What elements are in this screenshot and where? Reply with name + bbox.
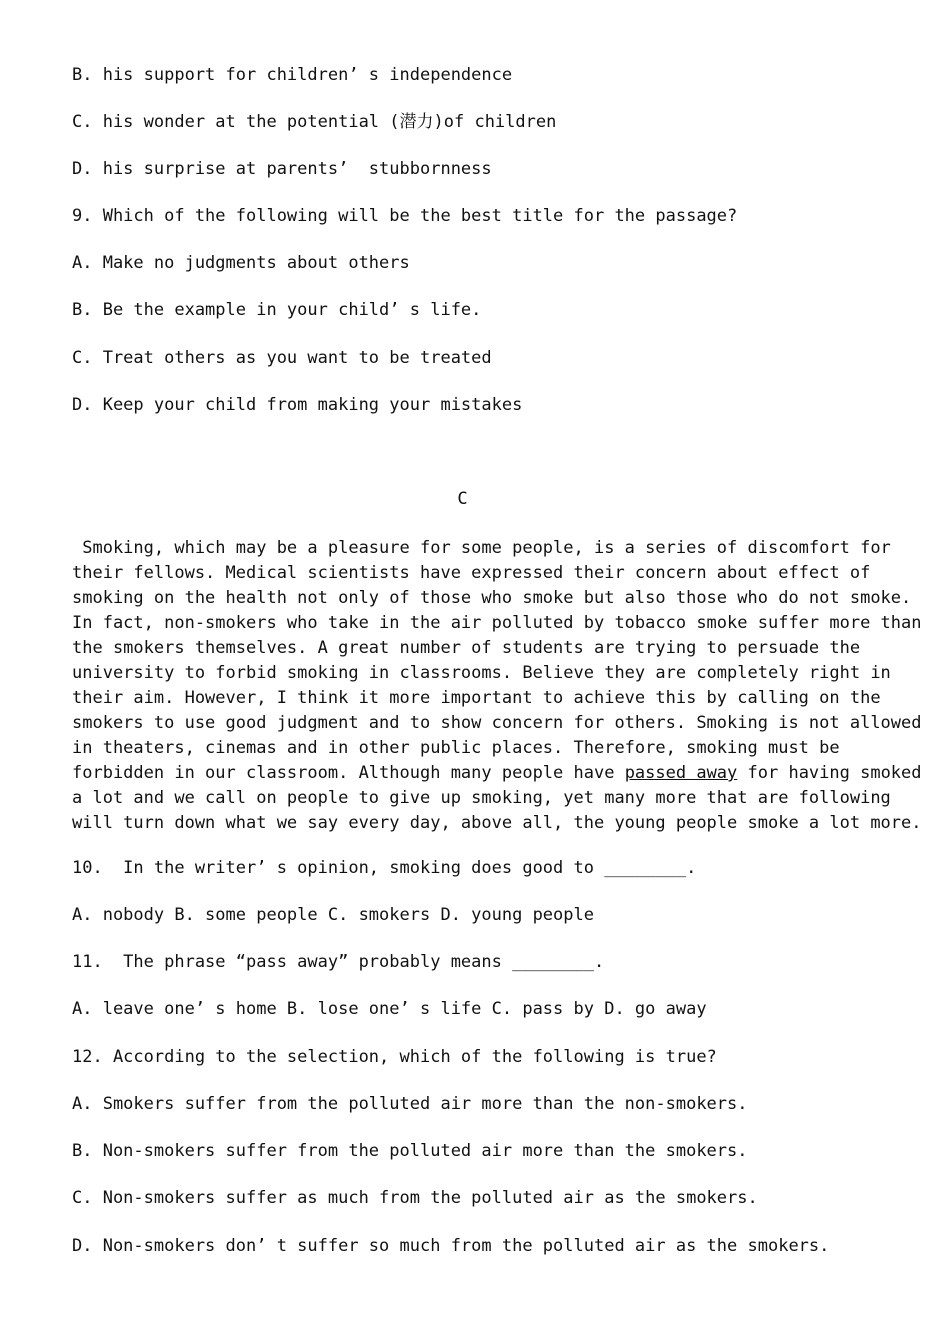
q11-options: A. leave one’ s home B. lose one’ s life C. pass by D. go away xyxy=(72,999,707,1019)
q9-option-d: D. Keep your child from making your mistakes xyxy=(72,395,523,415)
section-heading: C xyxy=(457,489,468,509)
option-d-prev: D. his surprise at parents’ stubbornness xyxy=(72,159,492,179)
underlined-phrase: passed away xyxy=(624,763,738,783)
q9-option-c: C. Treat others as you want to be treated xyxy=(72,348,492,368)
q12-option-a: A. Smokers suffer from the polluted air more than the non-smokers. xyxy=(72,1094,748,1114)
passage-line: the smokers themselves. A great number of students are trying to persuade the xyxy=(72,638,861,658)
q9-option-b: B. Be the example in your child’ s life. xyxy=(72,300,482,320)
passage-line: will turn down what we say every day, above all, the young people smoke a lot more. xyxy=(72,813,922,833)
passage-line: their fellows. Medical scientists have expressed their concern about effect of xyxy=(72,563,871,583)
question-11: 11. The phrase “pass away” probably means ________. xyxy=(72,952,605,972)
option-b-prev: B. his support for children’ s independence xyxy=(72,65,513,85)
passage-line: their aim. However, I think it more important to achieve this by calling on the xyxy=(72,688,881,708)
question-9: 9. Which of the following will be the best title for the passage? xyxy=(72,206,738,226)
question-12: 12. According to the selection, which of the following is true? xyxy=(72,1047,717,1067)
q9-option-a: A. Make no judgments about others xyxy=(72,253,410,273)
passage xyxy=(72,536,922,836)
passage-line xyxy=(72,761,922,786)
passage-line: in theaters, cinemas and in other public places. Therefore, smoking must be xyxy=(72,738,840,758)
passage-line: university to forbid smoking in classrooms. Believe they are completely right in xyxy=(72,663,891,683)
q12-option-d: D. Non-smokers don’ t suffer so much from the polluted air as the smokers. xyxy=(72,1236,830,1256)
passage-line: smoking on the health not only of those who smoke but also those who do not smoke. xyxy=(72,588,912,608)
passage-line: Smoking, which may be a pleasure for some people, is a series of discomfort for xyxy=(72,538,891,558)
passage-line: smokers to use good judgment and to show concern for others. Smoking is not allowed xyxy=(72,713,922,733)
question-10: 10. In the writer’ s opinion, smoking does good to ________. xyxy=(72,858,697,878)
passage-line: a lot and we call on people to give up smoking, yet many more that are following xyxy=(72,788,891,808)
passage-text: forbidden in our classroom. Although many people have xyxy=(72,763,625,783)
q12-option-b: B. Non-smokers suffer from the polluted air more than the smokers. xyxy=(72,1141,748,1161)
q10-options: A. nobody B. some people C. smokers D. young people xyxy=(72,905,594,925)
q12-option-c: C. Non-smokers suffer as much from the polluted air as the smokers. xyxy=(72,1188,758,1208)
option-c-prev: C. his wonder at the potential (潜力)of children xyxy=(72,112,557,132)
passage-line: In fact, non-smokers who take in the air polluted by tobacco smoke suffer more than xyxy=(72,613,922,633)
passage-text: for having smoked xyxy=(737,763,922,783)
